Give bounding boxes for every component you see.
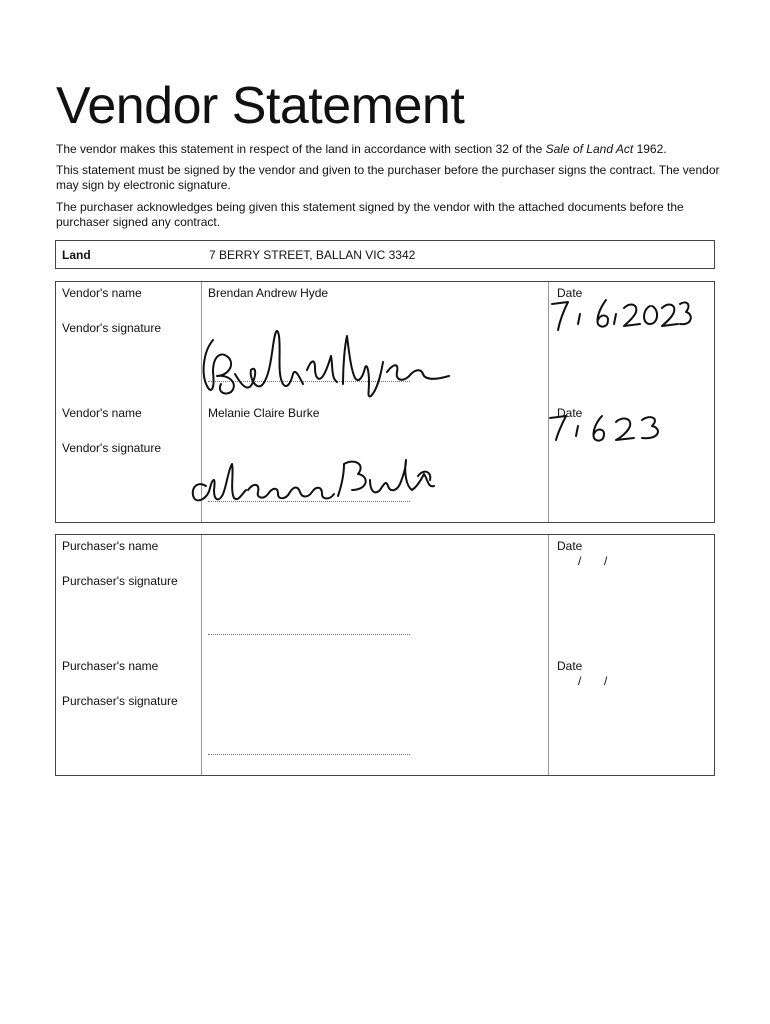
purchaser-signature-label: Purchaser's signature [62,574,178,588]
land-label: Land [62,248,91,262]
date-separator: / [604,674,608,688]
date-separator: / [578,554,582,568]
vendors-box [55,281,715,523]
vendor-signature-label: Vendor's signature [62,321,162,335]
vendor-2-signature [186,450,451,510]
land-address: 7 BERRY STREET, BALLAN VIC 3342 [209,248,416,262]
purchaser-name-label: Purchaser's name [62,539,159,553]
date-label: Date [557,539,583,553]
vendor-name-label: Vendor's name [62,406,142,420]
signature-line[interactable] [208,634,410,635]
purchasers-box [55,534,715,776]
date-label: Date [557,286,583,300]
vendor-name-value: Brendan Andrew Hyde [208,286,329,300]
vendor-name-value: Melanie Claire Burke [208,406,320,420]
intro-paragraph-3: The purchaser acknowledges being given this statement signed by the vendor with the attached documents before the purchaser signed any contract. [56,200,684,229]
purchaser-name-label: Purchaser's name [62,659,159,673]
date-label: Date [557,659,583,673]
date-separator: / [604,554,608,568]
intro-paragraph-1 [56,142,721,157]
column-divider [548,535,549,775]
intro-text: The vendor makes this statement in respect of the land in accordance with section 32 of the [56,142,546,156]
date-separator: / [578,674,582,688]
land-box [55,240,715,269]
act-year: 1962. [633,142,667,156]
page-title: Vendor Statement [56,77,465,135]
date-label: Date [557,406,583,420]
vendor-name-label: Vendor's name [62,286,142,300]
vendor-1-signature [191,312,456,402]
purchaser-signature-label: Purchaser's signature [62,694,178,708]
signature-line[interactable] [208,754,410,755]
vendor-1-handwritten-date [544,294,694,336]
vendor-signature-label: Vendor's signature [62,441,162,455]
intro-paragraph-2: This statement must be signed by the vendor and given to the purchaser before the purchaser signs the contract. The vendor may sign by electronic signature. [56,163,720,192]
vendor-2-handwritten-date [544,410,674,446]
column-divider [201,535,202,775]
act-name: Sale of Land Act [545,142,634,156]
